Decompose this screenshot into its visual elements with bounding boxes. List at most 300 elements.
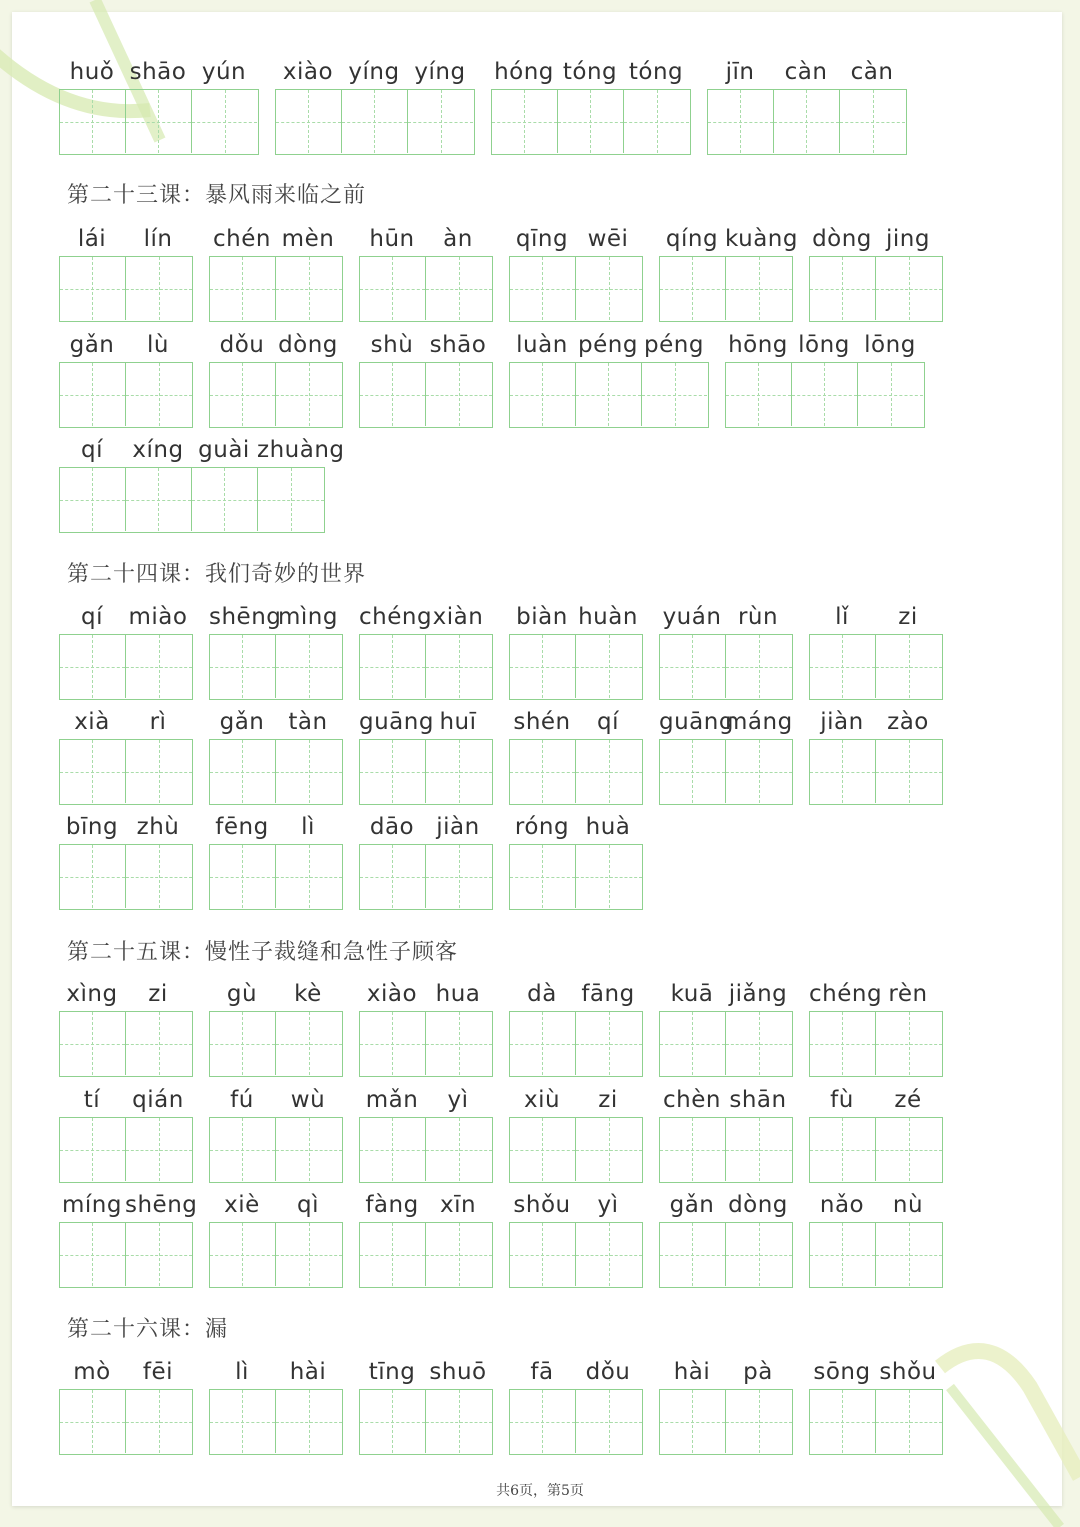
lesson-title: 第二十五课：慢性子裁缝和急性子顾客 <box>67 940 459 965</box>
character-box-group <box>59 256 193 322</box>
pinyin-label: fú <box>230 1087 254 1113</box>
tianzige-cell[interactable] <box>726 363 792 426</box>
tianzige-cell[interactable] <box>126 1012 192 1075</box>
tianzige-cell[interactable] <box>426 845 492 908</box>
pinyin-label: fēi <box>142 1359 174 1385</box>
character-box-group <box>209 739 343 805</box>
tianzige-cell[interactable] <box>126 845 192 908</box>
character-box-group <box>209 256 343 322</box>
pinyin-label: kuā <box>670 981 714 1007</box>
tianzige-cell[interactable] <box>126 90 192 153</box>
tianzige-cell[interactable] <box>510 257 576 320</box>
tianzige-cell[interactable] <box>876 740 942 803</box>
tianzige-cell[interactable] <box>858 363 924 426</box>
tianzige-cell[interactable] <box>660 635 726 698</box>
pinyin-label: xiào <box>366 981 418 1007</box>
tianzige-cell[interactable] <box>726 1118 792 1181</box>
character-box-group <box>659 1011 793 1077</box>
tianzige-cell[interactable] <box>276 1012 342 1075</box>
pinyin-label: rèn <box>888 981 928 1007</box>
pinyin-label: péng <box>644 332 704 358</box>
tianzige-cell[interactable] <box>192 90 258 153</box>
character-box-group <box>809 634 943 700</box>
tianzige-cell[interactable] <box>810 1012 876 1075</box>
pinyin-label: àn <box>443 226 473 252</box>
tianzige-cell[interactable] <box>60 468 126 531</box>
tianzige-cell[interactable] <box>276 1390 342 1453</box>
tianzige-cell[interactable] <box>210 635 276 698</box>
pinyin-label: rùn <box>737 604 779 630</box>
pinyin-label: dòng <box>728 1192 788 1218</box>
tianzige-cell[interactable] <box>276 257 342 320</box>
pinyin-label: hua <box>435 981 481 1007</box>
tianzige-cell[interactable] <box>576 635 642 698</box>
pinyin-label: guāng <box>659 709 734 735</box>
pinyin-label: jing <box>886 226 930 252</box>
tianzige-cell[interactable] <box>660 257 726 320</box>
pinyin-label: kè <box>294 981 322 1007</box>
tianzige-cell[interactable] <box>60 635 126 698</box>
pinyin-label: gù <box>226 981 258 1007</box>
tianzige-cell[interactable] <box>258 468 324 531</box>
pinyin-label: nù <box>892 1192 924 1218</box>
pinyin-label: xià <box>74 709 110 735</box>
character-box-group <box>59 1389 193 1455</box>
tianzige-cell[interactable] <box>510 1223 576 1286</box>
pinyin-label: lù <box>147 332 169 358</box>
tianzige-cell[interactable] <box>126 635 192 698</box>
tianzige-cell[interactable] <box>210 1223 276 1286</box>
pinyin-label: lì <box>301 814 315 840</box>
lesson-title: 第二十六课：漏 <box>67 1317 229 1342</box>
tianzige-cell[interactable] <box>576 257 642 320</box>
pinyin-label: tóng <box>562 59 618 85</box>
pinyin-label: qí <box>81 437 103 463</box>
tianzige-cell[interactable] <box>660 1223 726 1286</box>
character-box-group <box>509 1389 643 1455</box>
pinyin-label: dòng <box>278 332 338 358</box>
tianzige-cell[interactable] <box>510 635 576 698</box>
tianzige-cell[interactable] <box>210 845 276 908</box>
character-box-group <box>659 739 793 805</box>
tianzige-cell[interactable] <box>276 90 342 153</box>
tianzige-cell[interactable] <box>726 257 792 320</box>
tianzige-cell[interactable] <box>126 363 192 426</box>
tianzige-cell[interactable] <box>210 1390 276 1453</box>
tianzige-cell[interactable] <box>360 363 426 426</box>
character-box-group <box>59 1222 193 1288</box>
character-box-group <box>509 256 643 322</box>
pinyin-label: hài <box>289 1359 327 1385</box>
pinyin-label: xiàn <box>432 604 484 630</box>
pinyin-label: lái <box>77 226 107 252</box>
pinyin-label: dǒu <box>585 1359 631 1385</box>
character-box-group <box>509 1011 643 1077</box>
pinyin-label: hóng <box>494 59 554 85</box>
tianzige-cell[interactable] <box>126 468 192 531</box>
pinyin-label: huī <box>439 709 477 735</box>
pinyin-label: fù <box>830 1087 854 1113</box>
page-footer: 共6页，第5页 <box>496 1483 584 1499</box>
pinyin-label: càn <box>784 59 828 85</box>
tianzige-cell[interactable] <box>624 90 690 153</box>
pinyin-label: shù <box>370 332 414 358</box>
character-box-group <box>275 89 475 155</box>
pinyin-label: zhù <box>136 814 180 840</box>
pinyin-label: zi <box>598 1087 618 1113</box>
pinyin-label: fēng <box>215 814 269 840</box>
pinyin-label: qì <box>297 1192 319 1218</box>
pinyin-label: jīn <box>725 59 755 85</box>
pinyin-label: yíng <box>348 59 400 85</box>
tianzige-cell[interactable] <box>726 1223 792 1286</box>
tianzige-cell[interactable] <box>774 90 840 153</box>
pinyin-label: pà <box>743 1359 773 1385</box>
character-box-group <box>809 1117 943 1183</box>
pinyin-label: xíng <box>132 437 184 463</box>
pinyin-label: míng <box>62 1192 122 1218</box>
tianzige-cell[interactable] <box>810 635 876 698</box>
tianzige-cell[interactable] <box>840 90 906 153</box>
tianzige-cell[interactable] <box>810 1223 876 1286</box>
tianzige-cell[interactable] <box>60 845 126 908</box>
character-box-group <box>509 739 643 805</box>
tianzige-cell[interactable] <box>210 740 276 803</box>
pinyin-label: chèn <box>663 1087 721 1113</box>
pinyin-label: càn <box>850 59 894 85</box>
tianzige-cell[interactable] <box>126 257 192 320</box>
tianzige-cell[interactable] <box>126 1118 192 1181</box>
pinyin-label: hài <box>673 1359 711 1385</box>
character-box-group <box>359 1222 493 1288</box>
pinyin-label: chén <box>213 226 271 252</box>
pinyin-label: nǎo <box>819 1192 865 1218</box>
tianzige-cell[interactable] <box>510 740 576 803</box>
tianzige-cell[interactable] <box>276 740 342 803</box>
character-box-group <box>659 1222 793 1288</box>
pinyin-label: yún <box>201 59 247 85</box>
pinyin-label: zi <box>898 604 918 630</box>
tianzige-cell[interactable] <box>726 740 792 803</box>
tianzige-cell[interactable] <box>276 635 342 698</box>
pinyin-label: jiàn <box>820 709 864 735</box>
pinyin-label: zhuàng <box>257 437 345 463</box>
pinyin-label: yíng <box>414 59 466 85</box>
pinyin-label: shén <box>513 709 571 735</box>
character-box-group <box>809 739 943 805</box>
pinyin-label: guài <box>198 437 250 463</box>
tianzige-cell[interactable] <box>558 90 624 153</box>
character-box-group <box>359 844 493 910</box>
pinyin-label: máng <box>725 709 793 735</box>
pinyin-label: wù <box>290 1087 326 1113</box>
tianzige-cell[interactable] <box>510 845 576 908</box>
pinyin-label: lǐ <box>835 604 849 630</box>
tianzige-cell[interactable] <box>360 740 426 803</box>
pinyin-label: mò <box>73 1359 111 1385</box>
character-box-group <box>509 634 643 700</box>
tianzige-cell[interactable] <box>126 740 192 803</box>
pinyin-label: rì <box>149 709 167 735</box>
pinyin-label: dòng <box>812 226 872 252</box>
pinyin-label: guāng <box>359 709 434 735</box>
pinyin-label: qíng <box>665 226 719 252</box>
tianzige-cell[interactable] <box>360 1012 426 1075</box>
tianzige-cell[interactable] <box>126 1390 192 1453</box>
tianzige-cell[interactable] <box>360 1118 426 1181</box>
pinyin-label: fāng <box>581 981 635 1007</box>
pinyin-label: biàn <box>516 604 568 630</box>
tianzige-cell[interactable] <box>276 1118 342 1181</box>
pinyin-label: huàn <box>578 604 638 630</box>
tianzige-cell[interactable] <box>660 740 726 803</box>
tianzige-cell[interactable] <box>276 845 342 908</box>
pinyin-label: qí <box>81 604 103 630</box>
tianzige-cell[interactable] <box>426 740 492 803</box>
tianzige-cell[interactable] <box>60 1118 126 1181</box>
character-box-group <box>209 1222 343 1288</box>
character-box-group <box>509 1117 643 1183</box>
pinyin-label: dà <box>527 981 557 1007</box>
pinyin-label: lōng <box>798 332 850 358</box>
tianzige-cell[interactable] <box>810 1390 876 1453</box>
pinyin-label: huǒ <box>69 59 115 85</box>
pinyin-label: lōng <box>864 332 916 358</box>
pinyin-label: shēng <box>209 604 282 630</box>
character-box-group <box>809 256 943 322</box>
tianzige-cell[interactable] <box>876 635 942 698</box>
pinyin-label: bīng <box>65 814 119 840</box>
tianzige-cell[interactable] <box>426 363 492 426</box>
tianzige-cell[interactable] <box>426 257 492 320</box>
pinyin-label: jiǎng <box>728 981 788 1007</box>
pinyin-label: zé <box>894 1087 922 1113</box>
tianzige-cell[interactable] <box>360 845 426 908</box>
pinyin-label: mèn <box>281 226 335 252</box>
tianzige-cell[interactable] <box>360 1223 426 1286</box>
pinyin-label: hōng <box>728 332 788 358</box>
pinyin-label: shāo <box>429 332 487 358</box>
character-box-group <box>359 1011 493 1077</box>
character-box-group <box>809 1222 943 1288</box>
tianzige-cell[interactable] <box>510 1390 576 1453</box>
character-box-group <box>659 1117 793 1183</box>
tianzige-cell[interactable] <box>510 1118 576 1181</box>
character-box-group <box>209 1011 343 1077</box>
tianzige-cell[interactable] <box>408 90 474 153</box>
character-box-group <box>209 844 343 910</box>
character-box-group <box>359 256 493 322</box>
lesson-title: 第二十三课：暴风雨来临之前 <box>67 183 367 208</box>
character-box-group <box>659 634 793 700</box>
character-box-group <box>509 362 709 428</box>
character-box-group <box>809 1389 943 1455</box>
pinyin-label: gǎn <box>669 1192 715 1218</box>
tianzige-cell[interactable] <box>642 363 708 426</box>
tianzige-cell[interactable] <box>276 363 342 426</box>
character-box-group <box>725 362 925 428</box>
character-box-group <box>59 1117 193 1183</box>
pinyin-label: tīng <box>368 1359 416 1385</box>
pinyin-label: tóng <box>628 59 684 85</box>
tianzige-cell[interactable] <box>810 740 876 803</box>
pinyin-label: shān <box>729 1087 787 1113</box>
character-box-group <box>809 1011 943 1077</box>
pinyin-label: lín <box>143 226 173 252</box>
pinyin-label: yì <box>447 1087 469 1113</box>
lesson-title: 第二十四课：我们奇妙的世界 <box>67 562 367 587</box>
character-box-group <box>209 634 343 700</box>
pinyin-label: fā <box>530 1359 554 1385</box>
tianzige-cell[interactable] <box>60 1390 126 1453</box>
pinyin-label: lì <box>235 1359 249 1385</box>
pinyin-label: róng <box>514 814 570 840</box>
pinyin-label: tí <box>83 1087 101 1113</box>
tianzige-cell[interactable] <box>876 1118 942 1181</box>
tianzige-cell[interactable] <box>510 1012 576 1075</box>
tianzige-cell[interactable] <box>360 635 426 698</box>
tianzige-cell[interactable] <box>876 1390 942 1453</box>
tianzige-cell[interactable] <box>210 257 276 320</box>
pinyin-label: qián <box>132 1087 184 1113</box>
pinyin-label: xìng <box>66 981 118 1007</box>
tianzige-cell[interactable] <box>660 1118 726 1181</box>
tianzige-cell[interactable] <box>426 1012 492 1075</box>
pinyin-label: sōng <box>813 1359 871 1385</box>
character-box-group <box>509 844 643 910</box>
tianzige-cell[interactable] <box>810 1118 876 1181</box>
pinyin-label: xiè <box>224 1192 260 1218</box>
tianzige-cell[interactable] <box>576 740 642 803</box>
character-box-group <box>509 1222 643 1288</box>
tianzige-cell[interactable] <box>708 90 774 153</box>
character-box-group <box>59 844 193 910</box>
character-box-group <box>491 89 691 155</box>
pinyin-label: shǒu <box>879 1359 937 1385</box>
pinyin-label: yì <box>597 1192 619 1218</box>
tianzige-cell[interactable] <box>726 1390 792 1453</box>
tianzige-cell[interactable] <box>810 257 876 320</box>
tianzige-cell[interactable] <box>576 1390 642 1453</box>
pinyin-label: kuàng <box>725 226 798 252</box>
tianzige-cell[interactable] <box>60 363 126 426</box>
tianzige-cell[interactable] <box>510 363 576 426</box>
tianzige-cell[interactable] <box>60 90 126 153</box>
pinyin-label: xīn <box>439 1192 477 1218</box>
tianzige-cell[interactable] <box>876 257 942 320</box>
pinyin-label: shuō <box>429 1359 487 1385</box>
character-box-group <box>359 739 493 805</box>
tianzige-cell[interactable] <box>876 1223 942 1286</box>
character-box-group <box>359 1117 493 1183</box>
pinyin-label: mǎn <box>365 1087 419 1113</box>
tianzige-cell[interactable] <box>210 363 276 426</box>
tianzige-cell[interactable] <box>426 1390 492 1453</box>
character-box-group <box>359 362 493 428</box>
pinyin-label: yuán <box>662 604 722 630</box>
tianzige-cell[interactable] <box>342 90 408 153</box>
tianzige-cell[interactable] <box>60 1223 126 1286</box>
pinyin-label: tàn <box>288 709 328 735</box>
tianzige-cell[interactable] <box>192 468 258 531</box>
character-box-group <box>659 1389 793 1455</box>
tianzige-cell[interactable] <box>876 1012 942 1075</box>
pinyin-label: hūn <box>369 226 415 252</box>
pinyin-label: chéng <box>359 604 433 630</box>
tianzige-cell[interactable] <box>726 1012 792 1075</box>
tianzige-cell[interactable] <box>60 1012 126 1075</box>
character-box-group <box>359 634 493 700</box>
character-box-group <box>59 89 259 155</box>
pinyin-label: gǎn <box>69 332 115 358</box>
tianzige-cell[interactable] <box>360 1390 426 1453</box>
pinyin-label: jiàn <box>436 814 480 840</box>
pinyin-label: dāo <box>369 814 415 840</box>
tianzige-cell[interactable] <box>360 257 426 320</box>
pinyin-label: huà <box>585 814 631 840</box>
character-box-group <box>59 634 193 700</box>
tianzige-cell[interactable] <box>60 257 126 320</box>
pinyin-label: miào <box>128 604 188 630</box>
pinyin-label: shēng <box>125 1192 198 1218</box>
character-box-group <box>59 1011 193 1077</box>
tianzige-cell[interactable] <box>726 635 792 698</box>
pinyin-label: péng <box>578 332 638 358</box>
tianzige-cell[interactable] <box>576 1223 642 1286</box>
tianzige-cell[interactable] <box>492 90 558 153</box>
pinyin-label: chéng <box>809 981 883 1007</box>
tianzige-cell[interactable] <box>210 1118 276 1181</box>
pinyin-label: luàn <box>516 332 568 358</box>
tianzige-cell[interactable] <box>660 1012 726 1075</box>
pinyin-label: wēi <box>587 226 629 252</box>
character-box-group <box>59 739 193 805</box>
pinyin-label: qí <box>597 709 619 735</box>
tianzige-cell[interactable] <box>426 1118 492 1181</box>
pinyin-label: xiào <box>282 59 334 85</box>
character-box-group <box>359 1389 493 1455</box>
tianzige-cell[interactable] <box>126 1223 192 1286</box>
pinyin-label: shǒu <box>513 1192 571 1218</box>
tianzige-cell[interactable] <box>426 635 492 698</box>
pinyin-label: shāo <box>129 59 187 85</box>
character-box-group <box>209 1389 343 1455</box>
pinyin-label: qīng <box>515 226 569 252</box>
tianzige-cell[interactable] <box>576 845 642 908</box>
tianzige-cell[interactable] <box>576 363 642 426</box>
tianzige-cell[interactable] <box>576 1012 642 1075</box>
tianzige-cell[interactable] <box>426 1223 492 1286</box>
pinyin-label: zào <box>887 709 929 735</box>
pinyin-label: dǒu <box>219 332 265 358</box>
character-box-group <box>59 467 325 533</box>
tianzige-cell[interactable] <box>792 363 858 426</box>
character-box-group <box>209 362 343 428</box>
pinyin-label: gǎn <box>219 709 265 735</box>
pinyin-label: xiù <box>523 1087 561 1113</box>
character-box-group <box>59 362 193 428</box>
pinyin-label: zi <box>148 981 168 1007</box>
character-box-group <box>209 1117 343 1183</box>
pinyin-label: fàng <box>365 1192 419 1218</box>
tianzige-cell[interactable] <box>576 1118 642 1181</box>
tianzige-cell[interactable] <box>276 1223 342 1286</box>
character-box-group <box>707 89 907 155</box>
tianzige-cell[interactable] <box>660 1390 726 1453</box>
tianzige-cell[interactable] <box>210 1012 276 1075</box>
pinyin-label: mìng <box>278 604 338 630</box>
tianzige-cell[interactable] <box>60 740 126 803</box>
